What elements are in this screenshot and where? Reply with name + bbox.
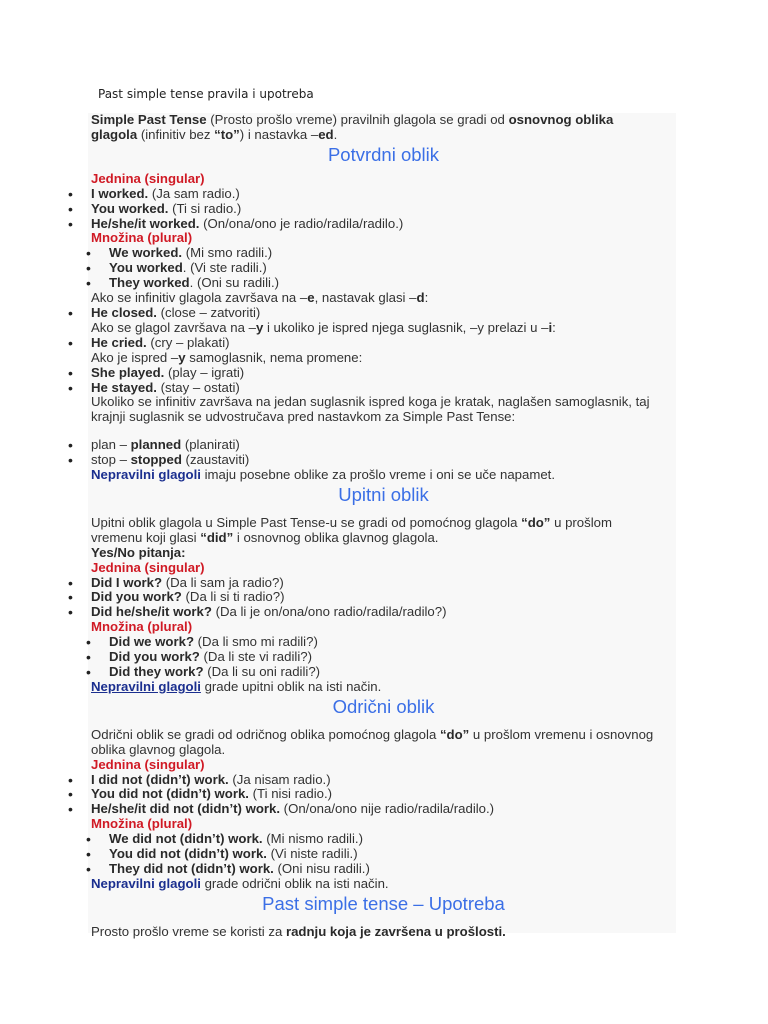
- intro-line-2: [91, 128, 676, 143]
- list-item: [91, 217, 676, 232]
- list-item: [91, 381, 676, 396]
- section-heading-upitni: Upitni oblik: [338, 483, 429, 505]
- list-item: [91, 787, 676, 802]
- document-body: [91, 113, 676, 940]
- rule-text: , nastavak glasi –: [314, 290, 417, 306]
- item-bold: He closed.: [91, 304, 157, 320]
- list-item: [91, 276, 676, 291]
- section-heading-odricni: Odrični oblik: [332, 695, 435, 717]
- rule-bold: y: [255, 319, 264, 335]
- item-text: (planirati): [181, 437, 240, 453]
- item-text: (Ti nisi radio.): [248, 786, 333, 802]
- rule-vowel: [91, 351, 676, 366]
- item-bold: He cried.: [91, 334, 147, 350]
- list-item: [91, 862, 676, 877]
- intro-bold: “to”: [214, 126, 240, 142]
- para-text: u prošlom: [550, 514, 612, 530]
- list-item: [91, 187, 676, 202]
- intro-bold: osnovnog oblika: [508, 112, 614, 127]
- para-bold: “do”: [521, 514, 551, 530]
- item-bold: He stayed.: [91, 379, 157, 395]
- item-bold: I worked.: [91, 185, 149, 201]
- intro-bold: glagola: [91, 126, 138, 142]
- upitni-para-2: [91, 531, 676, 546]
- rule-text: Ako se infinitiv glagola završava na –: [91, 290, 308, 306]
- item-text: (Da li sam ja radio?): [162, 574, 284, 590]
- item-text: (stay – ostati): [156, 379, 240, 395]
- para-text: vremenu koji glasi: [91, 529, 201, 545]
- section-heading-potvrdni: Potvrdni oblik: [327, 143, 440, 165]
- item-bold: He/she/it did not (didn’t) work.: [91, 801, 281, 817]
- irregular-text: imaju posebne oblike za prošlo vreme i oni se uče napamet.: [200, 467, 555, 483]
- item-text: (Ti si radio.): [168, 200, 242, 216]
- rule-text: :: [552, 319, 556, 335]
- singular-label: Jednina (singular): [91, 756, 205, 772]
- item-bold: You worked.: [91, 200, 169, 216]
- intro-text: (infinitiv bez: [137, 126, 215, 142]
- item-bold: Did you work?: [109, 649, 200, 665]
- item-bold: You did not (didn’t) work.: [109, 846, 267, 862]
- list-item: [91, 202, 676, 217]
- item-text: (Da li si ti radio?): [181, 589, 285, 605]
- irregular-label: Nepravilni glagoli: [91, 678, 201, 694]
- item-bold: We worked.: [109, 245, 183, 261]
- item-bold: Did he/she/it work?: [91, 604, 212, 620]
- list-item: [91, 576, 676, 591]
- item-bold: You did not (didn’t) work.: [91, 786, 249, 802]
- list-item: [91, 832, 676, 847]
- item-text: . (Oni su radili.): [189, 275, 280, 291]
- item-text: (Mi smo radili.): [182, 245, 273, 261]
- odricni-para-1: [91, 728, 676, 743]
- para-bold: “did”: [200, 529, 234, 545]
- item-text: (close – zatvoriti): [156, 304, 261, 320]
- irregular-text: grade odrični oblik na isti način.: [200, 875, 389, 891]
- list-item: [91, 453, 676, 468]
- para-text: Prosto prošlo vreme se koristi za: [91, 923, 286, 939]
- rule-text: Ako je ispred –: [91, 349, 179, 365]
- list-item: [91, 336, 676, 351]
- intro-text: ) i nastavka –: [239, 126, 319, 142]
- item-bold: She played.: [91, 364, 165, 380]
- item-text: (zaustaviti): [181, 452, 250, 468]
- rule-e: [91, 291, 676, 306]
- item-text: (Da li smo mi radili?): [194, 634, 318, 650]
- rule-text: :: [424, 290, 429, 306]
- para-text: i osnovnog oblika glavnog glagola.: [233, 529, 439, 545]
- item-bold: They did not (didn’t) work.: [109, 860, 274, 876]
- rule-bold: e: [307, 290, 315, 306]
- item-text: stop –: [91, 452, 131, 468]
- irregular-text: grade upitni oblik na isti način.: [200, 678, 382, 694]
- yesno-text: Yes/No pitanja:: [91, 544, 186, 560]
- item-bold: Did you work?: [91, 589, 182, 605]
- item-bold: Did they work?: [109, 664, 204, 679]
- rule-double-2: krajnji suglasnik se udvostručava pred nastavkom za Simple Past Tense:: [91, 409, 516, 425]
- item-text: . (Vi ste radili.): [182, 260, 267, 276]
- list-item: [91, 605, 676, 620]
- plural-label: Množina (plural): [91, 619, 193, 635]
- item-text: (Da li je on/ona/ono radio/radila/radilo?): [211, 604, 447, 620]
- intro-bold: ed: [318, 126, 334, 142]
- item-bold: They worked: [109, 275, 190, 291]
- item-text: (cry – plakati): [146, 334, 230, 350]
- irregular-note: [91, 468, 676, 483]
- rule-text: Ako se glagol završava na –: [91, 319, 256, 335]
- list-item: [91, 306, 676, 321]
- rule-text: samoglasnik, nema promene:: [185, 349, 363, 365]
- para-text: Odrični oblik se gradi od odričnog oblika pomoćnog glagola: [91, 726, 440, 742]
- list-item: [91, 635, 676, 650]
- para-text: Upitni oblik glagola u Simple Past Tense-u se gradi od pomoćnog glagola: [91, 514, 522, 530]
- odricni-para-2: oblika glavnog glagola.: [91, 741, 226, 757]
- rule-double-1: Ukoliko se infinitiv završava na jedan suglasnik ispred koga je kratak, naglašen samoglasnik, taj: [91, 394, 650, 410]
- upotreba-para: [91, 925, 676, 940]
- item-bold: Did we work?: [109, 634, 194, 650]
- irregular-note: [91, 877, 676, 892]
- plural-label: Množina (plural): [91, 230, 193, 246]
- para-bold: “do”: [439, 726, 470, 742]
- intro-text: .: [333, 126, 338, 142]
- item-text: (Ja sam radio.): [148, 185, 240, 201]
- irregular-note: [91, 680, 676, 695]
- item-bold: He/she/it worked.: [91, 215, 200, 231]
- irregular-label: Nepravilni glagoli: [91, 467, 201, 483]
- item-text: (Da li ste vi radili?): [199, 649, 312, 665]
- rule-y: [91, 321, 676, 336]
- item-bold: stopped: [130, 452, 182, 468]
- list-item: [91, 665, 676, 680]
- singular-label: Jednina (singular): [91, 559, 205, 575]
- singular-label: Jednina (singular): [91, 170, 205, 186]
- item-text: (Vi niste radili.): [266, 846, 358, 862]
- item-text: (Mi nismo radili.): [262, 831, 363, 847]
- yesno-label: [91, 546, 676, 561]
- list-item: [91, 847, 676, 862]
- list-item: [91, 590, 676, 605]
- para-text: u prošlom vremenu i osnovnog: [469, 726, 654, 742]
- list-item: [91, 650, 676, 665]
- item-text: (On/ona/ono nije radio/radila/radilo.): [280, 801, 495, 817]
- item-text: (Oni nisu radili.): [273, 860, 370, 876]
- item-text: (Ja nisam radio.): [228, 771, 331, 787]
- irregular-label: Nepravilni glagoli: [91, 875, 201, 891]
- intro-bold: Simple Past Tense: [91, 112, 207, 127]
- list-item: [91, 261, 676, 276]
- item-text: (Da li su oni radili?): [203, 664, 321, 679]
- item-bold: We did not (didn’t) work.: [109, 831, 263, 847]
- document-title: Past simple tense pravila i upotreba: [98, 87, 314, 101]
- upitni-para-1: [91, 516, 676, 531]
- list-item: [91, 366, 676, 381]
- item-bold: planned: [130, 437, 182, 453]
- item-bold: You worked: [109, 260, 183, 276]
- list-item: [91, 438, 676, 453]
- para-bold: radnju koja je završena u prošlosti.: [285, 923, 506, 939]
- rule-bold: y: [178, 349, 186, 365]
- item-bold: Did I work?: [91, 574, 163, 590]
- intro-line-1: [91, 113, 676, 128]
- item-text: plan –: [91, 437, 131, 453]
- rule-text: i ukoliko je ispred njega suglasnik, –y prelazi u –: [263, 319, 549, 335]
- item-text: (On/ona/ono je radio/radila/radilo.): [199, 215, 404, 231]
- list-item: [91, 773, 676, 788]
- list-item: [91, 246, 676, 261]
- plural-label: Množina (plural): [91, 816, 193, 832]
- item-bold: I did not (didn’t) work.: [91, 771, 229, 787]
- section-heading-upotreba: Past simple tense – Upotreba: [262, 892, 505, 914]
- item-text: (play – igrati): [164, 364, 245, 380]
- rule-bold: d: [416, 290, 425, 306]
- intro-text: (Prosto prošlo vreme) pravilnih glagola se gradi od: [206, 112, 509, 127]
- rule-bold: i: [548, 319, 553, 335]
- list-item: [91, 802, 676, 817]
